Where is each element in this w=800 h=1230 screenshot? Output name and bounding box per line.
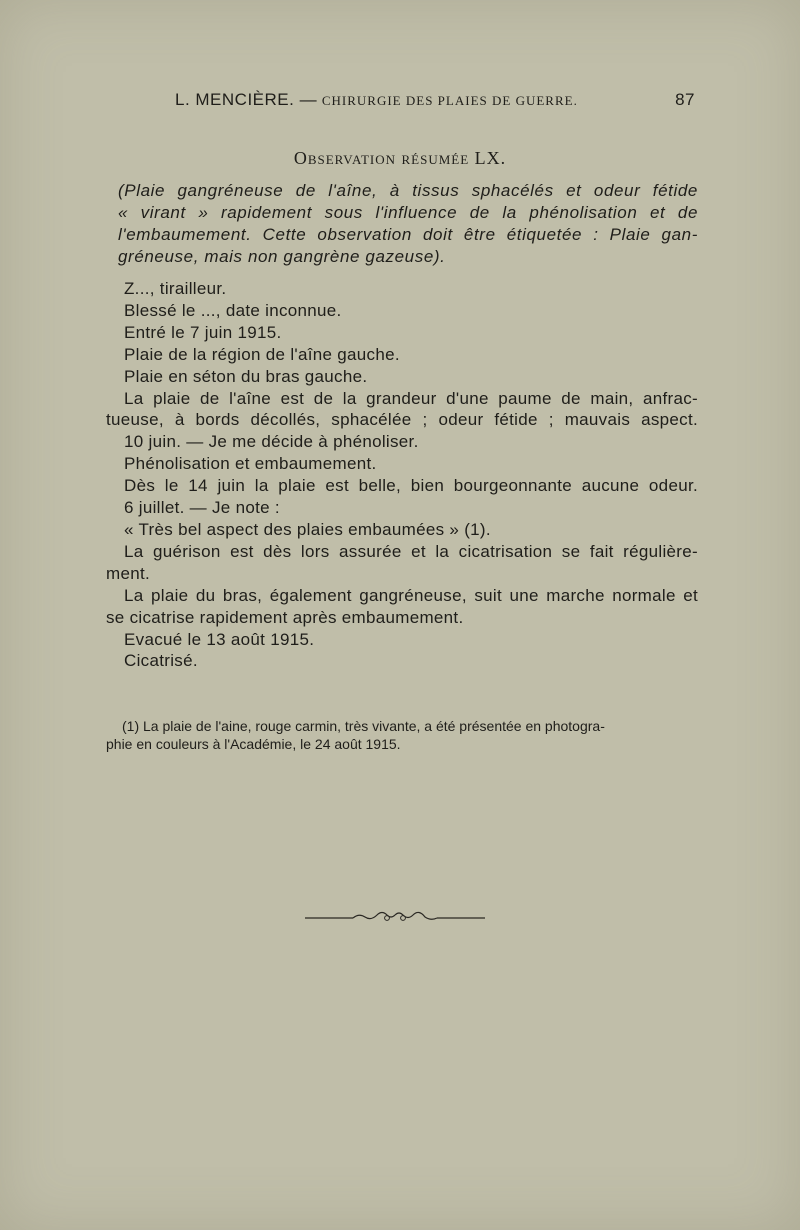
summary-line: l'embaumement. Cette observation doit être étiquetée : Plaie gan-	[118, 225, 698, 244]
body-line: ment.	[106, 563, 151, 583]
body-line: Plaie de la région de l'aîne gauche.	[124, 344, 400, 364]
body-line: Plaie en séton du bras gauche.	[124, 366, 368, 386]
header-author: L. MENCIÈRE. —	[175, 90, 318, 109]
body-line: se cicatrise rapidement après embaumement.	[106, 607, 464, 627]
observation-body	[106, 278, 698, 672]
body-line: Cicatrisé.	[124, 651, 198, 671]
body-line: tueuse, à bords décollés, sphacélée ; odeur fétide ; mauvais aspect.	[106, 410, 698, 430]
observation-title: Observation résumée LX.	[293, 148, 507, 168]
body-line: Z..., tirailleur.	[124, 279, 227, 298]
body-line: « Très bel aspect des plaies embaumées » (1).	[124, 519, 491, 539]
body-line: La guérison est dès lors assurée et la cicatrisation se fait régulière-	[124, 541, 698, 561]
body-line: Entré le 7 juin 1915.	[124, 322, 282, 342]
observation-summary	[118, 180, 698, 268]
body-line: La plaie du bras, également gangréneuse, suit une marche normale et	[124, 585, 698, 605]
summary-line: (Plaie gangréneuse de l'aîne, à tissus sphacélés et odeur fétide	[118, 181, 698, 200]
running-header	[175, 90, 695, 110]
footnote-line: phie en couleurs à l'Académie, le 24 août 1915.	[106, 736, 401, 752]
decorative-rule-icon	[305, 908, 485, 928]
body-line: Dès le 14 juin la plaie est belle, bien bourgeonnante aucune odeur.	[124, 476, 698, 496]
footnote-line: (1) La plaie de l'aine, rouge carmin, très vivante, a été présentée en photogra-	[122, 718, 605, 734]
page-number: 87	[675, 90, 695, 109]
summary-line: gréneuse, mais non gangrène gazeuse).	[118, 247, 446, 266]
footnote	[106, 717, 696, 753]
body-line: 10 juin. — Je me décide à phénoliser.	[124, 432, 419, 452]
body-line: La plaie de l'aîne est de la grandeur d'une paume de main, anfrac-	[124, 388, 698, 408]
body-line: Phénolisation et embaumement.	[124, 454, 377, 474]
body-line: Evacué le 13 août 1915.	[124, 629, 315, 649]
body-line: Blessé le ..., date inconnue.	[124, 300, 342, 320]
body-line: 6 juillet. — Je note :	[124, 498, 280, 518]
summary-line: « virant » rapidement sous l'influence de la phénolisation et de	[118, 203, 698, 222]
header-title: CHIRURGIE DES PLAIES DE GUERRE.	[321, 93, 578, 108]
